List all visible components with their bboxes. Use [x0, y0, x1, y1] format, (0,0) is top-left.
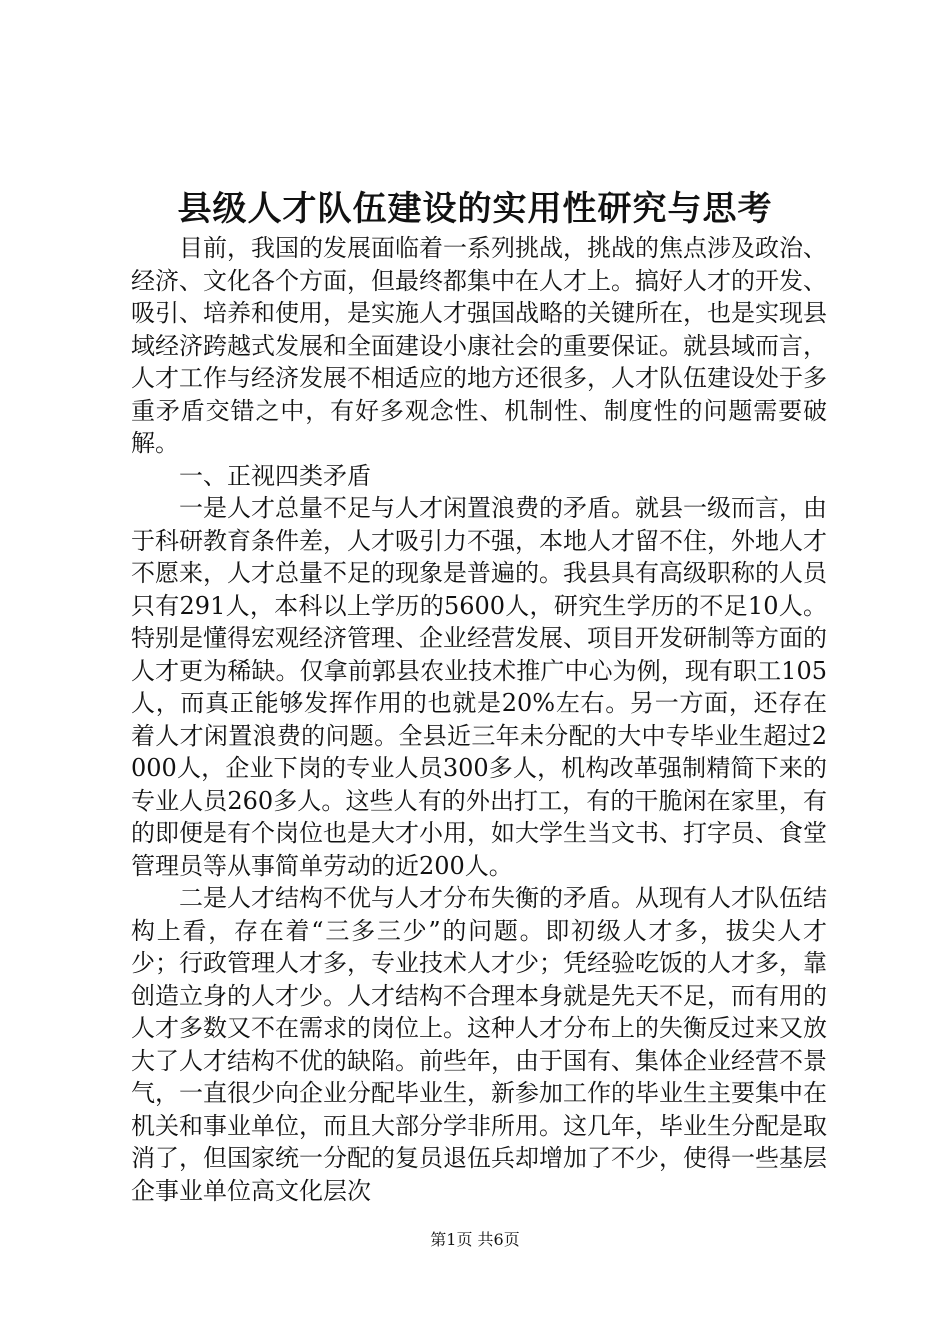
paragraph-contradiction-1: 一是人才总量不足与人才闲置浪费的矛盾。就县一级而言，由于科研教育条件差，人才吸引力不强，本地人才留不住，外地人才不愿来，人才总量不足的现象是普遍的。我县具有高级职称的人员只有291人，本科以上学历的5600人，研究生学历的不足10人。特别是懂得宏观经济管理、企业经营发展、项目开发研制等方面的人才更为稀缺。仅拿前郭县农业技术推广中心为例，现有职工105人，而真正能够发挥作用的也就是20%左右。另一方面，还存在着人才闲置浪费的问题。全县近三年未分配的大中专毕业生超过2000人，企业下岗的专业人员300多人，机构改革强制精简下来的专业人员260多人。这些人有的外出打工，有的干脆闲在家里，有的即便是有个岗位也是大才小用，如大学生当文书、打字员、食堂管理员等从事简单劳动的近200人。	[131, 494, 827, 880]
paragraph-contradiction-2: 二是人才结构不优与人才分布失衡的矛盾。从现有人才队伍结构上看，存在着“三多三少”的问题。即初级人才多，拔尖人才少；行政管理人才多，专业技术人才少；凭经验吃饭的人才多，靠创造立身的人才少。人才结构不合理本身就是先天不足，而有用的人才多数又不在需求的岗位上。这种人才分布上的失衡反过来又放大了人才结构不优的缺陷。前些年，由于国有、集体企业经营不景气，一直很少向企业分配毕业生，新参加工作的毕业生主要集中在机关和事业单位，而且大部分学非所用。这几年，毕业生分配是取消了，但国家统一分配的复员退伍兵却增加了不少，使得一些基层企事业单位高文化层次	[131, 884, 827, 1205]
paragraph-intro: 目前，我国的发展面临着一系列挑战，挑战的焦点涉及政治、经济、文化各个方面，但最终都集中在人才上。搞好人才的开发、吸引、培养和使用，是实施人才强国战略的关键所在，也是实现县域经济跨越式发展和全面建设小康社会的重要保证。就县域而言，人才工作与经济发展不相适应的地方还很多，人才队伍建设处于多重矛盾交错之中，有好多观念性、机制性、制度性的问题需要破解。	[131, 234, 827, 457]
section-heading: 一、正视四类矛盾	[179, 461, 371, 490]
page-footer: 第1页 共6页	[430, 1230, 520, 1249]
document-body	[131, 232, 827, 1207]
document-title: 县级人才队伍建设的实用性研究与思考	[177, 189, 773, 229]
